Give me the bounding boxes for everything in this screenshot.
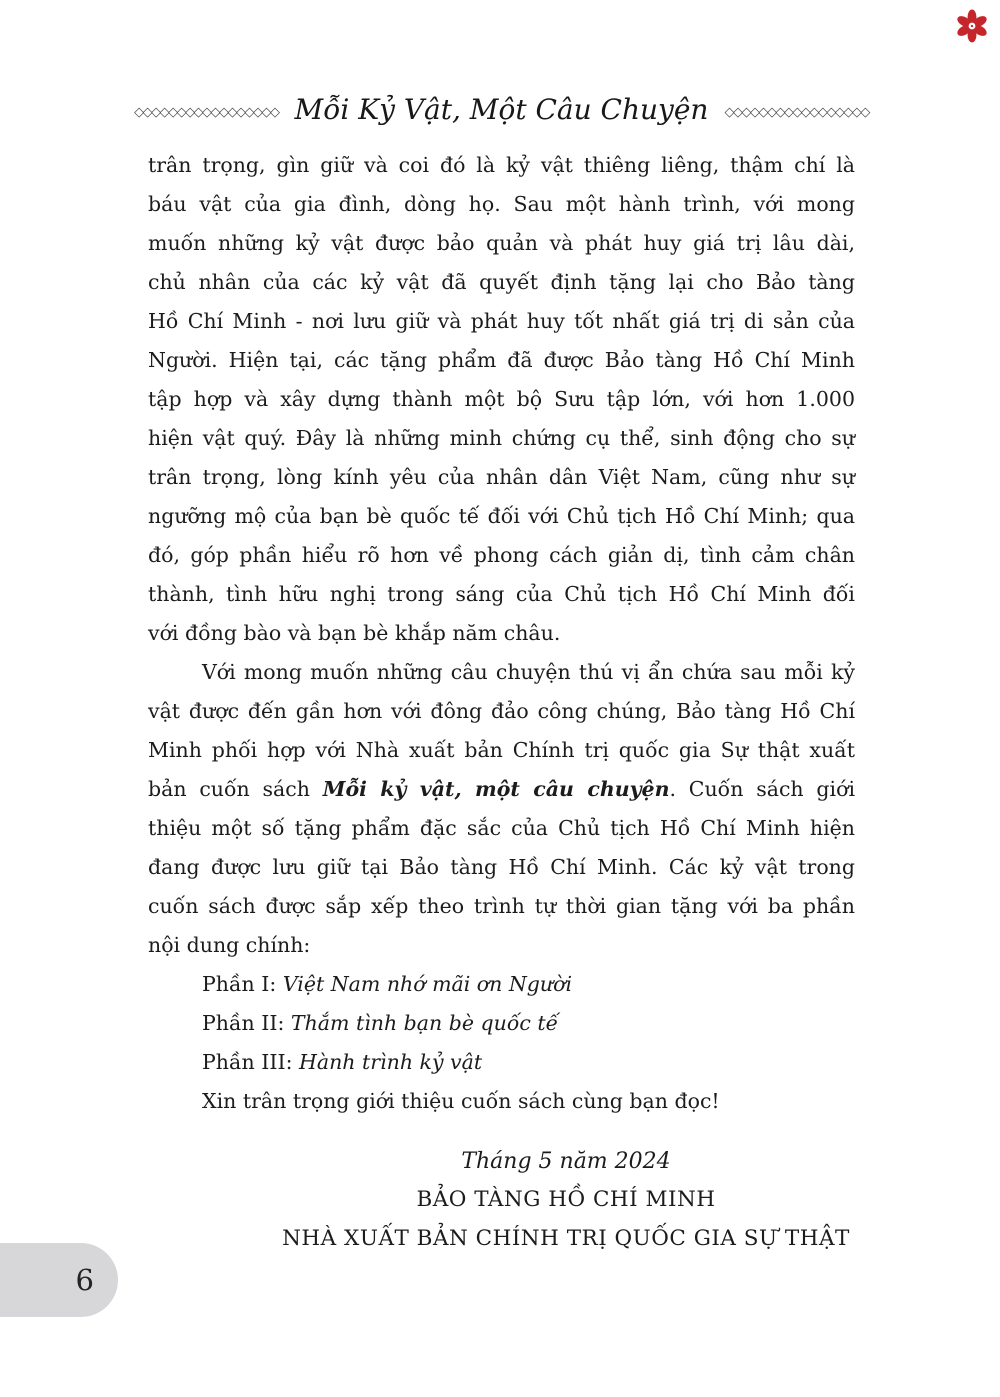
page-number: 6 bbox=[75, 1263, 94, 1297]
part-line bbox=[148, 1043, 855, 1082]
signature-date: Tháng 5 năm 2024 bbox=[461, 1149, 671, 1174]
running-header-title: Mỗi Kỷ Vật, Một Câu Chuyện bbox=[294, 92, 709, 126]
text-line: đó, góp phần hiểu rõ hơn về phong cách giản dị, tình cảm chân bbox=[148, 543, 855, 567]
part-title: Hành trình kỷ vật bbox=[299, 1050, 483, 1074]
text-line: Với mong muốn những câu chuyện thú vị ẩn chứa sau mỗi kỷ bbox=[202, 660, 855, 684]
part-label: Phần I: bbox=[202, 972, 283, 996]
part-line bbox=[148, 965, 855, 1004]
signature-org-publisher: NHÀ XUẤT BẢN CHÍNH TRỊ QUỐC GIA SỰ THẬT bbox=[282, 1225, 850, 1251]
text-line: muốn những kỷ vật được bảo quản và phát huy giá trị lâu dài, bbox=[148, 231, 855, 255]
text-line: tập hợp và xây dựng thành một bộ Sưu tập lớn, với hơn 1.000 bbox=[148, 387, 855, 411]
diamond-chain-ornament-right: ◇◇◇◇◇◇◇◇◇◇◇◇◇◇◇◇◇ bbox=[724, 104, 869, 120]
running-header bbox=[134, 0, 869, 132]
text-line: đang được lưu giữ tại Bảo tàng Hồ Chí Minh. Các kỷ vật trong bbox=[148, 855, 855, 879]
text-line: nội dung chính: bbox=[148, 933, 311, 957]
diamond-chain-ornament-left: ◇◇◇◇◇◇◇◇◇◇◇◇◇◇◇◇◇ bbox=[134, 104, 279, 120]
signature-block bbox=[277, 1143, 855, 1258]
text-line: Hồ Chí Minh - nơi lưu giữ và phát huy tốt nhất giá trị di sản của bbox=[148, 309, 855, 333]
text-line: Người. Hiện tại, các tặng phẩm đã được Bảo tàng Hồ Chí Minh bbox=[148, 348, 855, 372]
text-line: cuốn sách được sắp xếp theo trình tự thời gian tặng với ba phần bbox=[148, 894, 855, 918]
body-text bbox=[148, 146, 855, 1121]
book-title-text: Mỗi kỷ vật, một câu chuyện bbox=[322, 777, 670, 801]
part-title: Việt Nam nhớ mãi ơn Người bbox=[282, 972, 573, 996]
part-line bbox=[148, 1004, 855, 1043]
text-line-with-book-title bbox=[148, 770, 855, 809]
page-number-pill bbox=[0, 1243, 118, 1317]
text-segment: . Cuốn sách giới bbox=[669, 777, 855, 801]
flower-icon bbox=[955, 9, 989, 43]
text-line: trân trọng, gìn giữ và coi đó là kỷ vật thiêng liêng, thậm chí là bbox=[148, 153, 855, 177]
part-label: Phần II: bbox=[202, 1011, 291, 1035]
text-line: báu vật của gia đình, dòng họ. Sau một hành trình, với mong bbox=[148, 192, 855, 216]
text-line: vật được đến gần hơn với đông đảo công chúng, Bảo tàng Hồ Chí bbox=[148, 699, 855, 723]
text-line: Minh phối hợp với Nhà xuất bản Chính trị quốc gia Sự thật xuất bbox=[148, 738, 855, 762]
text-line: thiệu một số tặng phẩm đặc sắc của Chủ tịch Hồ Chí Minh hiện bbox=[148, 816, 855, 840]
part-title: Thắm tình bạn bè quốc tế bbox=[290, 1011, 559, 1035]
signature-org-museum: BẢO TÀNG HỒ CHÍ MINH bbox=[416, 1187, 716, 1212]
part-label: Phần III: bbox=[202, 1050, 299, 1074]
text-line: chủ nhân của các kỷ vật đã quyết định tặng lại cho Bảo tàng bbox=[148, 270, 855, 294]
text-line: với đồng bào và bạn bè khắp năm châu. bbox=[148, 621, 561, 645]
closing-line: Xin trân trọng giới thiệu cuốn sách cùng bạn đọc! bbox=[202, 1089, 720, 1113]
text-line: hiện vật quý. Đây là những minh chứng cụ thể, sinh động cho sự bbox=[148, 426, 855, 450]
text-segment: bản cuốn sách bbox=[148, 777, 323, 801]
text-line: thành, tình hữu nghị trong sáng của Chủ tịch Hồ Chí Minh đối bbox=[148, 582, 855, 606]
text-line: ngưỡng mộ của bạn bè quốc tế đối với Chủ tịch Hồ Chí Minh; qua bbox=[148, 504, 855, 528]
text-line: trân trọng, lòng kính yêu của nhân dân Việt Nam, cũng như sự bbox=[148, 465, 855, 489]
